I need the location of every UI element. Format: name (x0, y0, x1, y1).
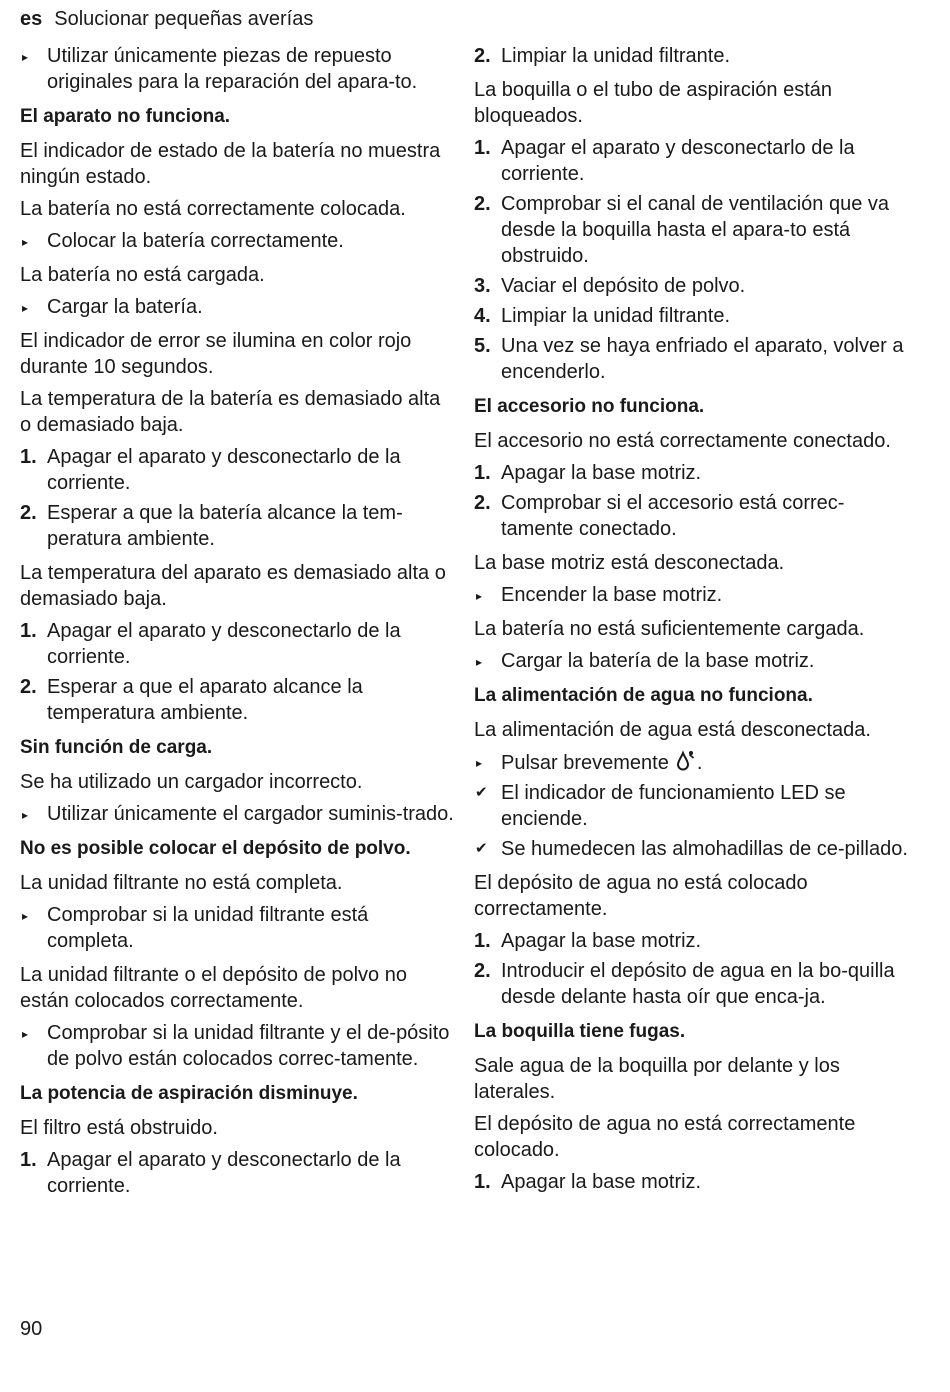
water-drop-icon (675, 749, 697, 771)
bullet-icon: ▸ (476, 655, 483, 669)
step-item: 2. Limpiar la unidad filtrante. (474, 45, 731, 67)
paragraph: La batería no está suficientemente cargada. (474, 618, 865, 640)
paragraph: La temperatura de la batería es demasiado alta o demasiado baja. (20, 388, 441, 436)
paragraph: Se ha utilizado un cargador incorrecto. (20, 771, 363, 793)
paragraph: El depósito de agua no está colocado correctamente. (474, 872, 808, 920)
paragraph: La unidad filtrante no está completa. (20, 872, 343, 894)
step-item: 1. Apagar la base motriz. (474, 1171, 702, 1193)
list-item: ▸ Comprobar si la unidad filtrante está completa. (22, 904, 369, 952)
right-column (474, 43, 910, 1199)
paragraph: El depósito de agua no está correctamente colocado. (474, 1113, 856, 1161)
section-title: Solucionar pequeñas averías (54, 8, 314, 30)
heading: No es posible colocar el depósito de polvo. (20, 838, 411, 859)
heading: La alimentación de agua no funciona. (474, 685, 813, 706)
result-item: ✔ El indicador de funcionamiento LED se enciende. (475, 782, 846, 830)
bullet-icon: ▸ (476, 589, 483, 603)
paragraph: El filtro está obstruido. (20, 1117, 218, 1139)
step-item: 2. Esperar a que el aparato alcance la temperatura ambiente. (20, 676, 363, 724)
bullet-icon: ▸ (22, 909, 29, 923)
step-item: 1. Apagar el aparato y desconectarlo de la corriente. (20, 1149, 401, 1197)
list-item: ▸ Comprobar si la unidad filtrante y el de-pósito de polvo están colocados correc-tamente. (22, 1022, 450, 1070)
list-item: ▸ Utilizar únicamente el cargador suminis-trado. (20, 801, 456, 827)
step-item: 1. Apagar el aparato y desconectarlo de la corriente. (20, 446, 401, 494)
page-header (20, 6, 313, 32)
step-item: 3. Vaciar el depósito de polvo. (474, 275, 746, 297)
step-item: 1. Apagar la base motriz. (474, 462, 702, 484)
bullet-icon: ▸ (22, 1027, 29, 1041)
paragraph: La unidad filtrante o el depósito de polvo no están colocados correctamente. (20, 964, 407, 1012)
paragraph: La base motriz está desconectada. (474, 552, 785, 574)
step-item: 4. Limpiar la unidad filtrante. (474, 305, 731, 327)
step-item: 5. Una vez se haya enfriado el aparato, volver a encenderlo. (474, 335, 904, 383)
result-item: ✔ Se humedecen las almohadillas de ce-pillado. (475, 838, 908, 860)
paragraph: La batería no está cargada. (20, 264, 265, 286)
step-item: 2. Comprobar si el accesorio está correc-tamente conectado. (474, 492, 845, 540)
paragraph: El accesorio no está correctamente conectado. (474, 430, 891, 452)
paragraph: La alimentación de agua está desconectada. (474, 719, 871, 741)
step-item: 2. Comprobar si el canal de ventilación que va desde la boquilla hasta el apara-to está obstruido. (474, 193, 889, 267)
paragraph: La temperatura del aparato es demasiado alta o demasiado baja. (20, 562, 446, 610)
paragraph: El indicador de estado de la batería no muestra ningún estado. (20, 140, 441, 188)
heading: La potencia de aspiración disminuye. (20, 1083, 358, 1104)
heading: Sin función de carga. (20, 737, 213, 758)
left-column (20, 43, 456, 1203)
list-item: ▸ Cargar la batería de la base motriz. (474, 648, 910, 674)
step-item: 2. Introducir el depósito de agua en la bo-quilla desde delante hasta oír que enca-ja. (474, 960, 895, 1008)
step-item: 1. Apagar el aparato y desconectarlo de la corriente. (474, 137, 855, 185)
list-item: ▸ Encender la base motriz. (474, 582, 910, 608)
list-item: ▸ Pulsar brevemente . (474, 749, 910, 776)
bullet-icon: ▸ (22, 301, 29, 315)
paragraph: El indicador de error se ilumina en color rojo durante 10 segundos. (20, 330, 412, 378)
paragraph: La batería no está correctamente colocada. (20, 198, 406, 220)
check-icon: ✔ (475, 784, 488, 801)
heading: El aparato no funciona. (20, 106, 231, 127)
bullet-icon: ▸ (22, 235, 29, 249)
step-item: 1. Apagar el aparato y desconectarlo de la corriente. (20, 620, 401, 668)
bullet-icon: ▸ (22, 50, 29, 64)
step-item: 1. Apagar la base motriz. (474, 930, 702, 952)
page-number: 90 (20, 1318, 43, 1340)
paragraph: Sale agua de la boquilla por delante y los laterales. (474, 1055, 840, 1103)
step-item: 2. Esperar a que la batería alcance la tem-peratura ambiente. (20, 502, 403, 550)
heading: El accesorio no funciona. (474, 396, 705, 417)
bullet-icon: ▸ (476, 756, 483, 770)
heading: La boquilla tiene fugas. (474, 1021, 686, 1042)
language-code: es (20, 8, 43, 30)
bullet-icon: ▸ (22, 808, 29, 822)
list-item: ▸ Colocar la batería correctamente. (20, 228, 456, 254)
paragraph: La boquilla o el tubo de aspiración están bloqueados. (474, 79, 833, 127)
list-item: ▸ Utilizar únicamente piezas de repuesto originales para la reparación del apara-to. (22, 45, 418, 93)
list-item: ▸ Cargar la batería. (20, 294, 456, 320)
check-icon: ✔ (475, 840, 488, 857)
